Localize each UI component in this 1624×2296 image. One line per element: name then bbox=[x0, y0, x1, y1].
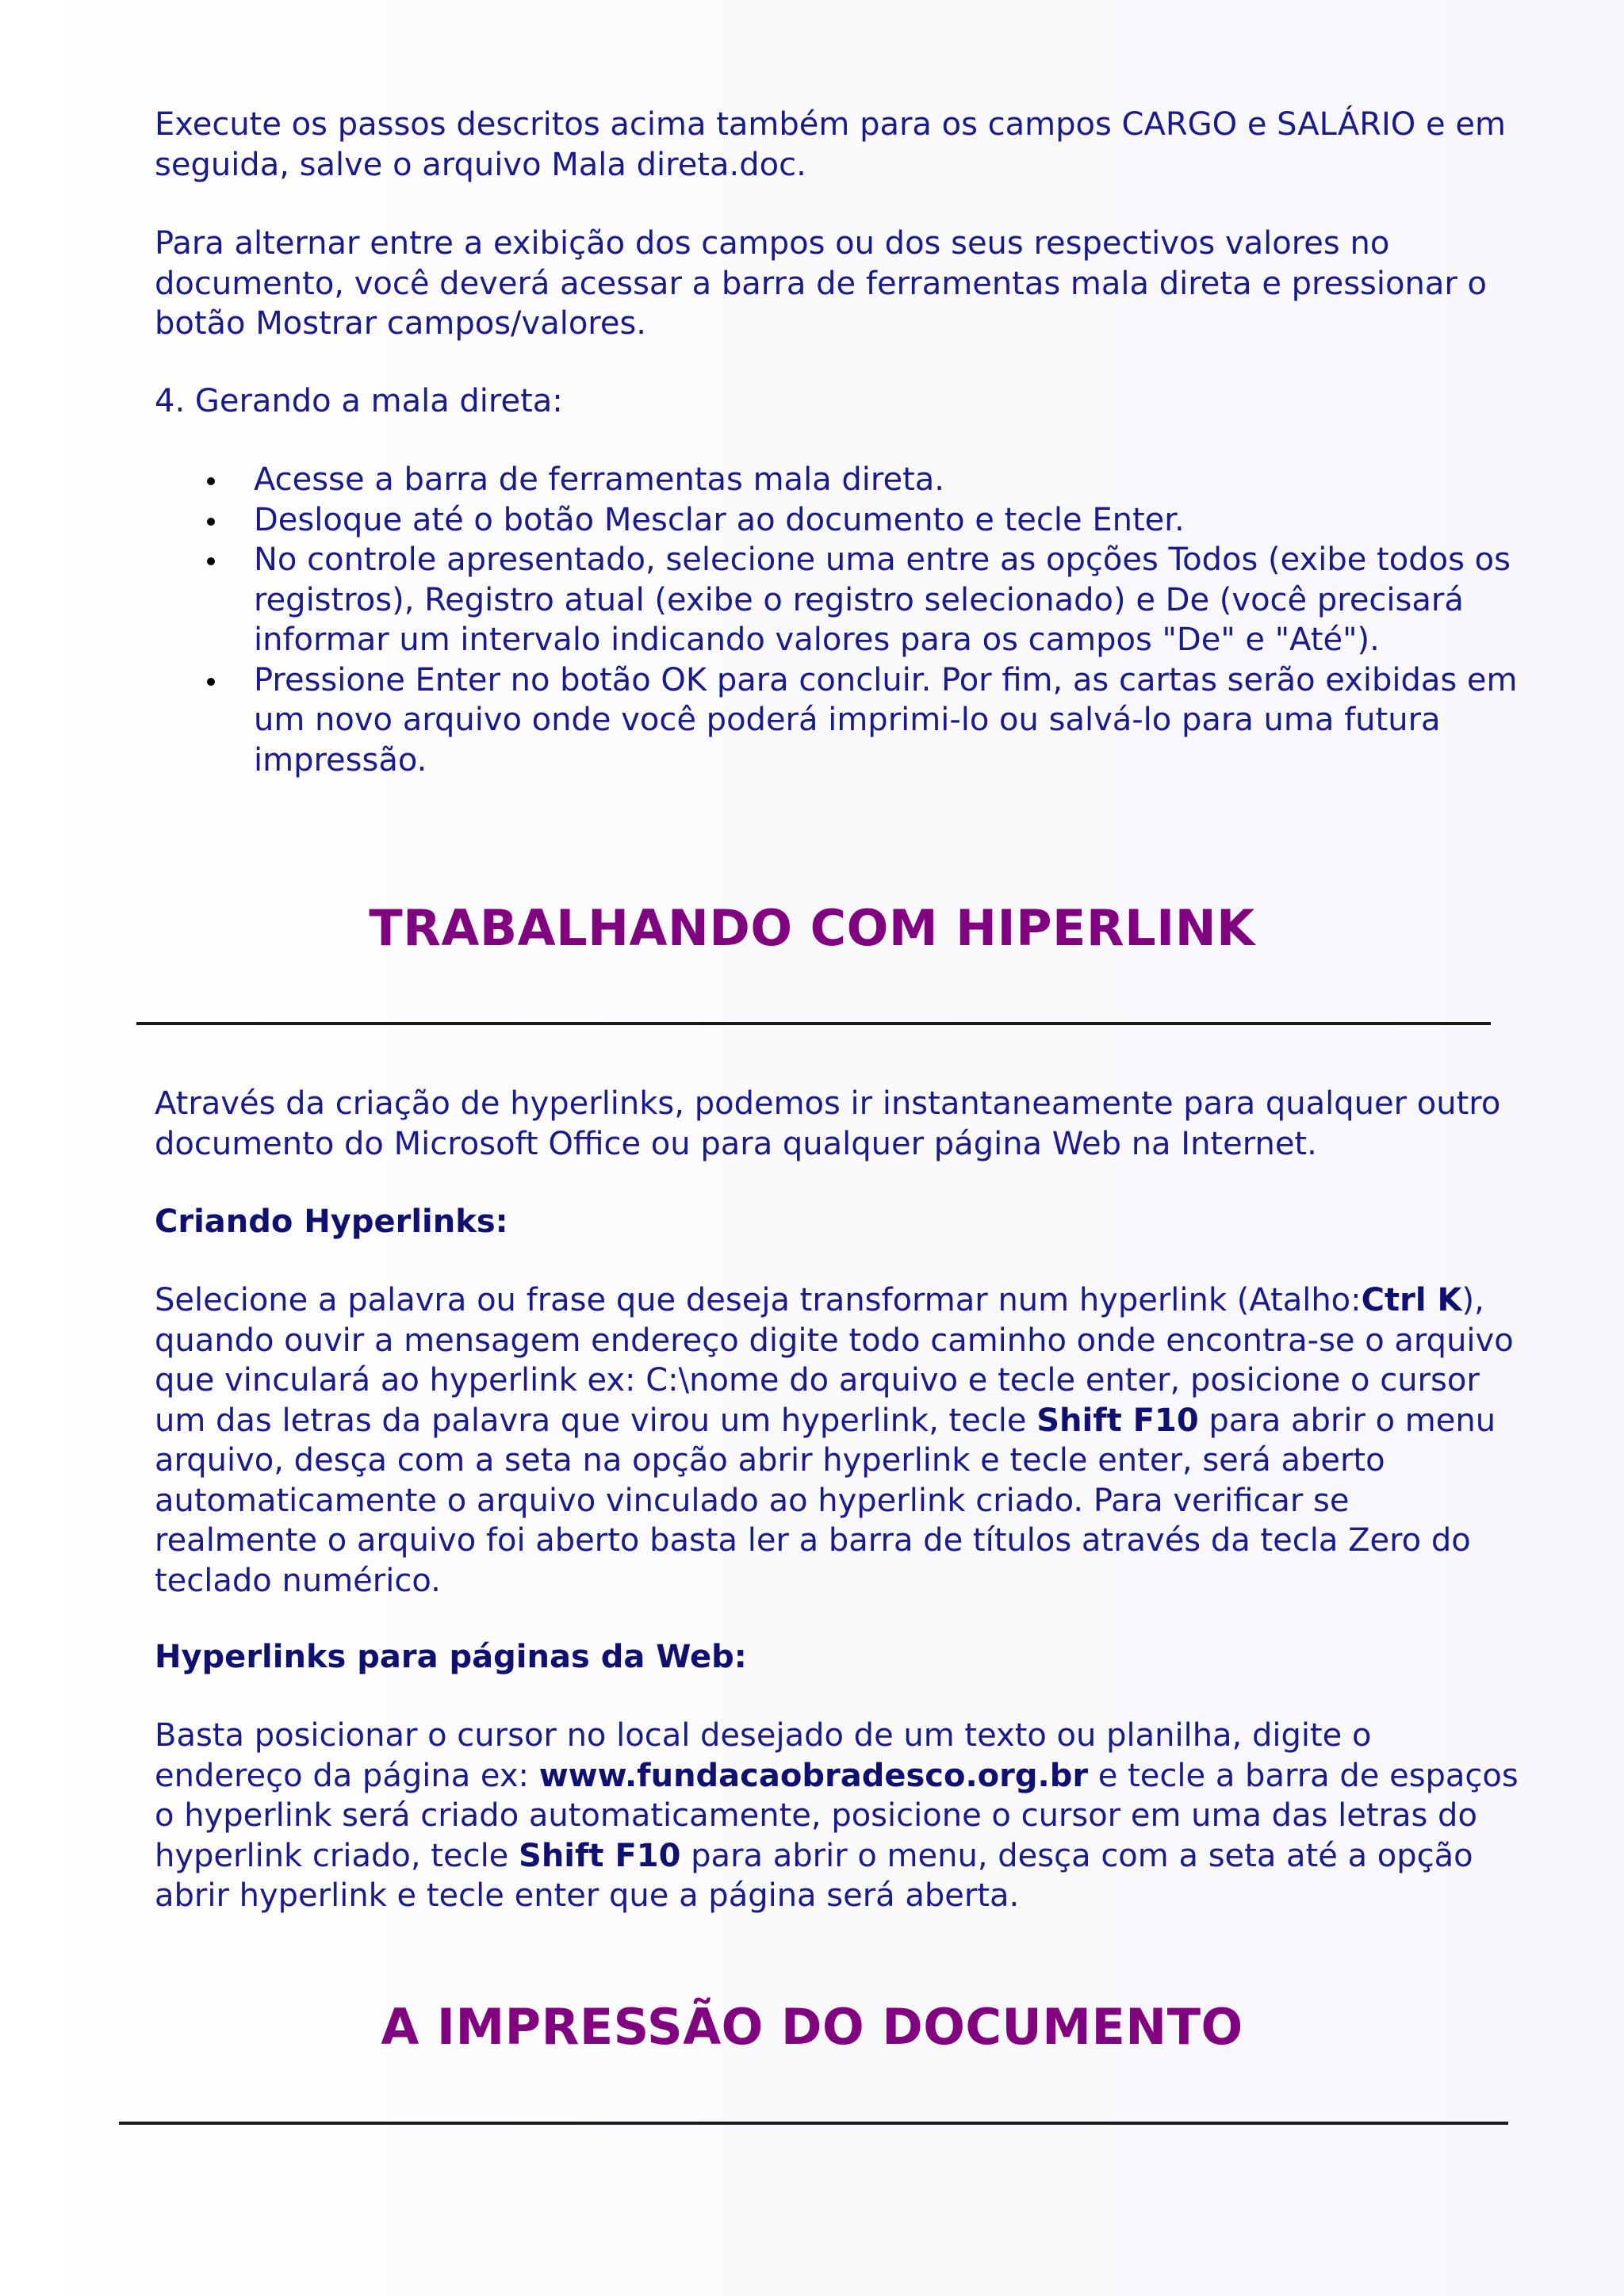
list-item bbox=[155, 540, 1519, 660]
paragraph-cargo-salario: Execute os passos descritos acima também para os campos CARGO e SALÁRIO e em seguida, salve o arquivo Mala direta.doc. bbox=[155, 106, 1506, 183]
shortcut-shift-f10: Shift F10 bbox=[519, 1837, 681, 1874]
list-item-text: Pressione Enter no botão OK para concluir. Por fim, as cartas serão exibidas em um novo arquivo onde você poderá imprimi-lo ou salvá-lo para uma futura impressão. bbox=[254, 661, 1518, 779]
text-run: para abrir o menu arquivo, desça com a seta na opção abrir hyperlink e tecle enter, será aberto automaticamente o arquivo vinculado ao hyperlink criado. Para verificar se realmente o arquivo foi aberto basta ler a barra de títulos através da tecla Zero do teclado numérico. bbox=[155, 1402, 1496, 1599]
bullet-icon bbox=[207, 678, 215, 686]
mala-direta-steps-list bbox=[155, 460, 1519, 780]
text-run: Basta posicionar o cursor no local desejado de um texto ou planilha, digite o endereço da página ex: bbox=[155, 1717, 1372, 1794]
bullet-icon bbox=[207, 557, 215, 565]
paragraph-criando-hyperlinks bbox=[155, 1280, 1519, 1601]
text-run: ), quando ouvir a mensagem endereço digite todo caminho onde encontra-se o arquivo que vinculará ao hyperlink ex: C:\nome do arquivo e tecle enter, posicione o cursor um das letras da palavra que virou um hyperlink, tecle bbox=[155, 1282, 1514, 1439]
text-run: para abrir o menu, desça com a seta até a opção abrir hyperlink e tecle enter que a página será aberta. bbox=[155, 1837, 1473, 1914]
text-run: Selecione a palavra ou frase que deseja transformar num hyperlink (Atalho: bbox=[155, 1282, 1362, 1318]
heading-hiperlink: TRABALHANDO COM HIPERLINK bbox=[369, 899, 1255, 957]
shortcut-ctrl-k: Ctrl K bbox=[1361, 1282, 1462, 1318]
paragraph-hyperlink-intro: Através da criação de hyperlinks, podemos ir instantaneamente para qualquer outro documento do Microsoft Office ou para qualquer página Web na Internet. bbox=[155, 1085, 1501, 1162]
list-item-text: Acesse a barra de ferramentas mala direta. bbox=[254, 461, 944, 498]
heading-impressao: A IMPRESSÃO DO DOCUMENTO bbox=[381, 1998, 1243, 2056]
paragraph-hyperlinks-web bbox=[155, 1716, 1519, 1916]
shortcut-shift-f10: Shift F10 bbox=[1036, 1402, 1199, 1439]
subheading-criando-hyperlinks: Criando Hyperlinks: bbox=[155, 1203, 508, 1240]
subheading-hyperlinks-web: Hyperlinks para páginas da Web: bbox=[155, 1639, 747, 1675]
list-item bbox=[155, 500, 1519, 541]
text-run: e tecle a barra de espaços o hyperlink será criado automaticamente, posicione o cursor em uma das letras do hyperlink criado, tecle bbox=[155, 1757, 1519, 1874]
step-4-title: 4. Gerando a mala direta: bbox=[155, 383, 563, 419]
list-item-text: Desloque até o botão Mesclar ao documento e tecle Enter. bbox=[254, 501, 1185, 538]
bullet-icon bbox=[207, 518, 215, 526]
bullet-icon bbox=[207, 477, 215, 485]
list-item bbox=[155, 460, 1519, 500]
section-divider bbox=[136, 1022, 1491, 1025]
list-item bbox=[155, 660, 1519, 781]
list-item-text: No controle apresentado, selecione uma entre as opções Todos (exibe todos os registros), Registro atual (exibe o registro selecionado) e De (você precisará informar um intervalo indicando valores para os campos "De" e "Até"). bbox=[254, 541, 1511, 658]
section-divider bbox=[119, 2122, 1508, 2125]
paragraph-alternar-campos: Para alternar entre a exibição dos campos ou dos seus respectivos valores no documento, você deverá acessar a barra de ferramentas mala direta e pressionar o botão Mostrar campos/valores. bbox=[155, 225, 1487, 342]
url-fundacao-bradesco: www.fundacaobradesco.org.br bbox=[538, 1757, 1089, 1794]
